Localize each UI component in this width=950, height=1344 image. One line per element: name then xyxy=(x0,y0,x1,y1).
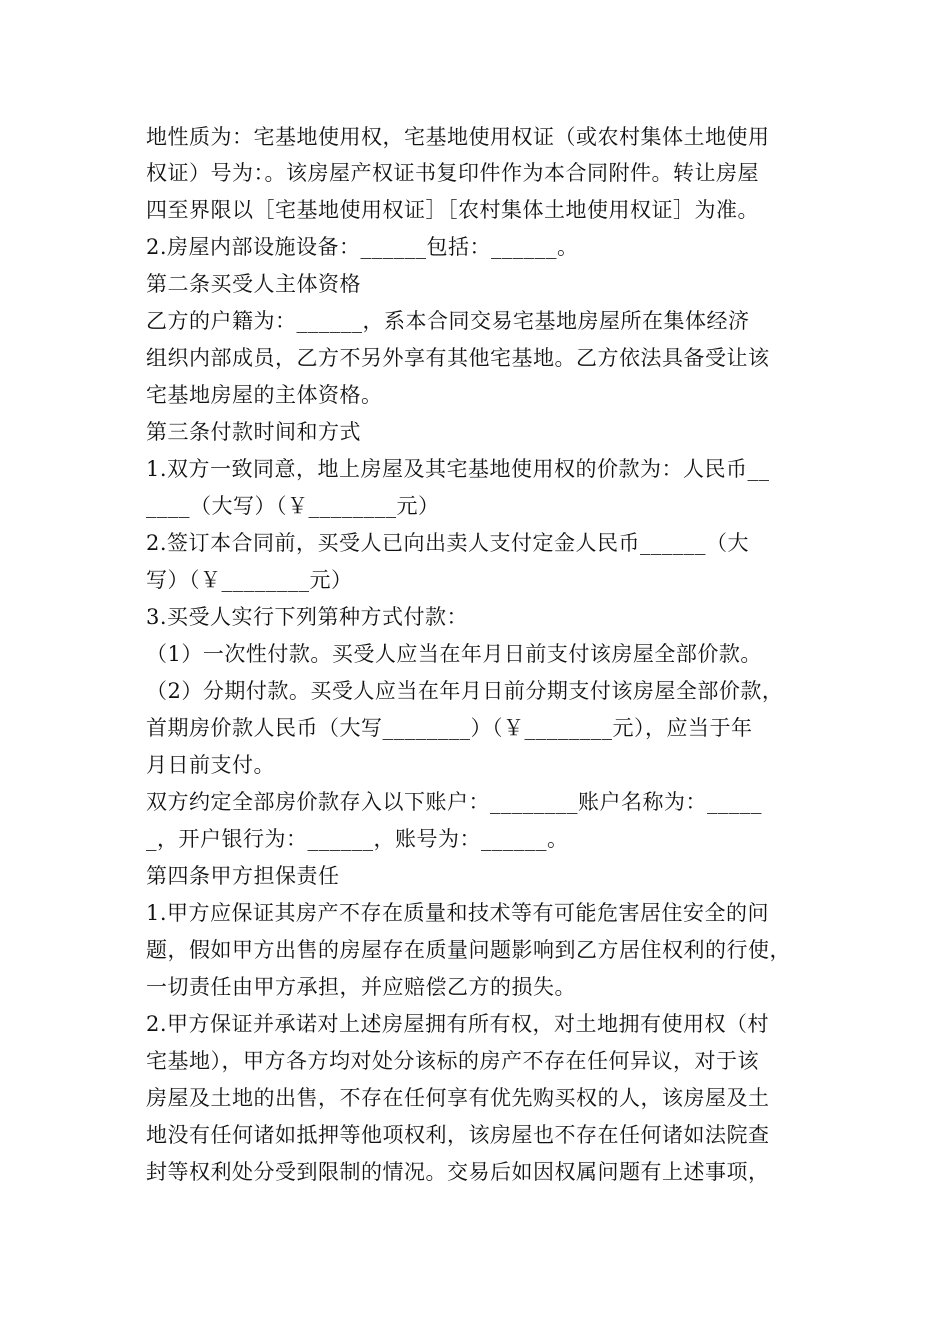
text-line: ____（大写）（￥________元） xyxy=(146,494,440,518)
text-line: 首期房价款人民币（大写________）（￥________元），应当于年 xyxy=(146,716,753,740)
text-line: 2.甲方保证并承诺对上述房屋拥有所有权，对土地拥有使用权（村 xyxy=(146,1012,770,1036)
section-heading: 第二条买受人主体资格 xyxy=(146,272,361,296)
text-line: 1.甲方应保证其房产不存在质量和技术等有可能危害居住安全的问 xyxy=(146,901,770,925)
text-line: 宅基地），甲方各方均对处分该标的房产不存在任何异议，对于该 xyxy=(146,1049,759,1073)
text-line: 组织内部成员，乙方不另外享有其他宅基地。乙方依法具备受让该 xyxy=(146,346,770,370)
text-line: 乙方的户籍为：______，系本合同交易宅基地房屋所在集体经济 xyxy=(146,309,750,333)
text-line: 月日前支付。 xyxy=(146,753,275,777)
text-line: _，开户银行为：______，账号为：______。 xyxy=(146,827,569,851)
text-line: 地性质为：宅基地使用权，宅基地使用权证（或农村集体土地使用 xyxy=(146,125,770,149)
text-line: 题，假如甲方出售的房屋存在质量问题影响到乙方居住权利的行使， xyxy=(146,938,791,962)
text-line: 地没有任何诸如抵押等他项权利，该房屋也不存在任何诸如法院查 xyxy=(146,1123,770,1147)
text-line: 封等权利处分受到限制的情况。交易后如因权属问题有上述事项， xyxy=(146,1160,770,1184)
text-line: 写）（￥________元） xyxy=(146,568,353,592)
text-line: 四至界限以［宅基地使用权证］［农村集体土地使用权证］为准。 xyxy=(146,198,759,222)
text-line: 一切责任由甲方承担，并应赔偿乙方的损失。 xyxy=(146,975,576,999)
text-line: 房屋及土地的出售，不存在任何享有优先购买权的人，该房屋及土 xyxy=(146,1086,770,1110)
text-line: 3.买受人实行下列第种方式付款： xyxy=(146,605,469,629)
text-line: 权证）号为：。该房屋产权证书复印件作为本合同附件。转让房屋 xyxy=(146,161,759,185)
text-line: 2.签订本合同前，买受人已向出卖人支付定金人民币______（大 xyxy=(146,531,750,555)
section-heading: 第四条甲方担保责任 xyxy=(146,864,340,888)
text-line: （2）分期付款。买受人应当在年月日前分期支付该房屋全部价款， xyxy=(146,679,784,703)
section-heading: 第三条付款时间和方式 xyxy=(146,420,361,444)
text-line: 2.房屋内部设施设备：______包括：______。 xyxy=(146,235,579,259)
text-line: 双方约定全部房价款存入以下账户：________账户名称为：_____ xyxy=(146,790,762,814)
text-line: 1.双方一致同意，地上房屋及其宅基地使用权的价款为：人民币__ xyxy=(146,457,770,481)
text-line: 宅基地房屋的主体资格。 xyxy=(146,383,383,407)
text-line: （1）一次性付款。买受人应当在年月日前支付该房屋全部价款。 xyxy=(146,642,762,666)
